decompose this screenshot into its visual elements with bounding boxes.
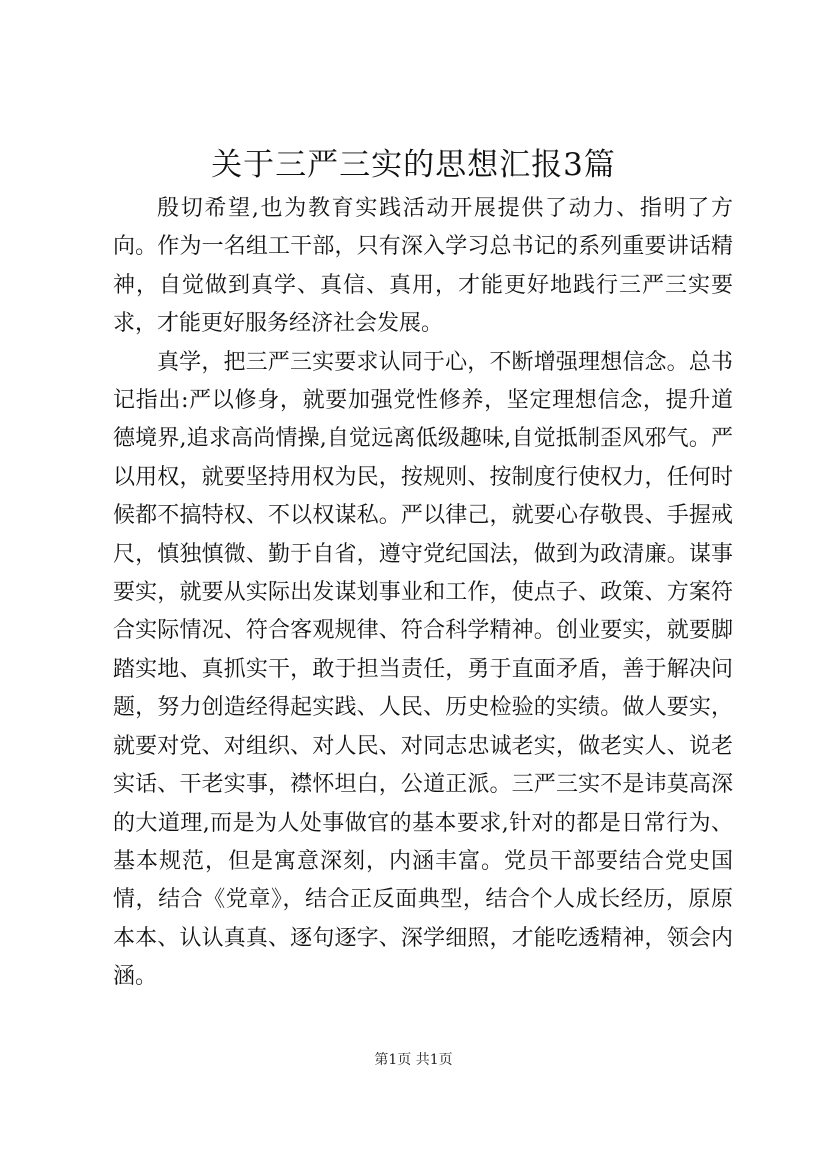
document-body [113, 190, 733, 997]
paragraph-1: 殷切希望,也为教育实践活动开展提供了动力、指明了方向。作为一名组工干部，只有深入学习总书记的系列重要讲话精神，自觉做到真学、真信、真用，才能更好地践行三严三实要求，才能更好服务经济社会发展。 [113, 196, 733, 337]
page-footer: 第1页 共1页 [374, 1052, 453, 1068]
document-title: 关于三严三实的思想汇报3篇 [211, 147, 616, 183]
paragraph-2: 真学，把三严三实要求认同于心，不断增强理想信念。总书记指出:严以修身，就要加强党性修养，坚定理想信念，提升道德境界,追求高尚情操,自觉远离低级趣味,自觉抵制歪风邪气。严以用权，就要坚持用权为民，按规则、按制度行使权力，任何时候都不搞特权、不以权谋私。严以律己，就要心存敬畏、手握戒尺，慎独慎微、勤于自省，遵守党纪国法，做到为政清廉。谋事要实，就要从实际出发谋划事业和工作，使点子、政策、方案符合实际情况、符合客观规律、符合科学精神。创业要实，就要脚踏实地、真抓实干，敢于担当责任，勇于直面矛盾，善于解决问题，努力创造经得起实践、人民、历史检验的实绩。做人要实，就要对党、对组织、对人民、对同志忠诚老实，做老实人、说老实话、干老实事，襟怀坦白，公道正派。三严三实不是讳莫高深的大道理,而是为人处事做官的基本要求,针对的都是日常行为、基本规范，但是寓意深刻，内涵丰富。党员干部要结合党史国情，结合《党章》，结合正反面典型，结合个人成长经历，原原本本、认认真真、逐句逐字、深学细照，才能吃透精神，领会内涵。 [113, 349, 733, 990]
